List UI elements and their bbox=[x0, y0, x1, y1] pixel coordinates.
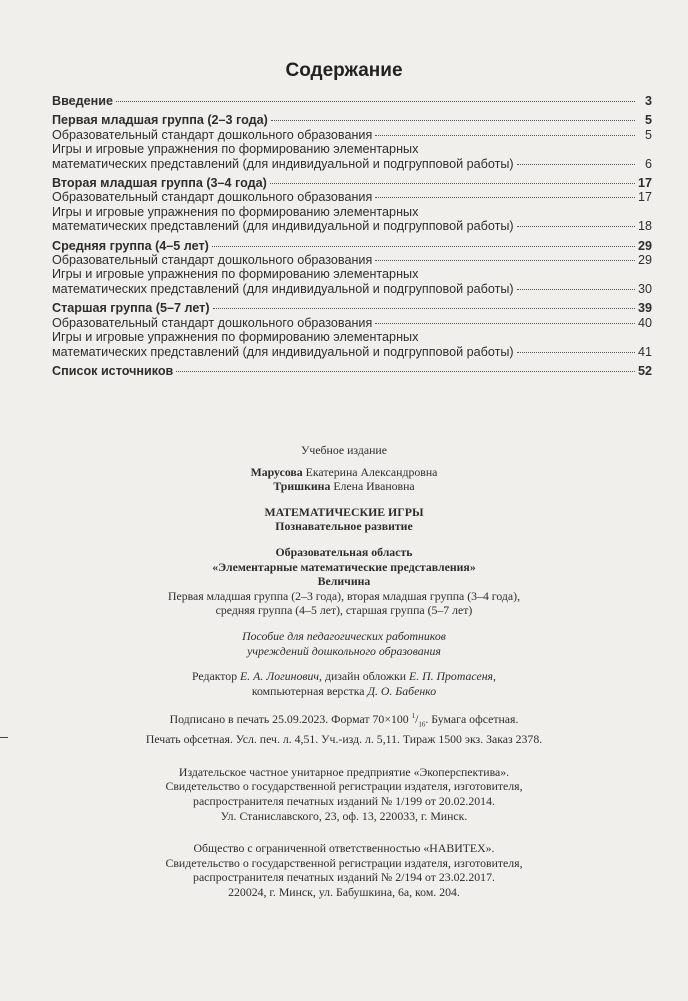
toc-entry-label-line1: Игры и игровые упражнения по формированию элементарных bbox=[52, 267, 419, 282]
dot-leader bbox=[270, 183, 635, 184]
toc-page-number: 5 bbox=[644, 127, 652, 142]
toc-entry-standard[interactable] bbox=[52, 253, 652, 267]
dot-leader bbox=[517, 226, 635, 227]
author-2-name: Елена Ивановна bbox=[330, 479, 415, 494]
toc-entry-label: Старшая группа (5–7 лет) bbox=[52, 301, 210, 316]
dot-leader bbox=[517, 289, 635, 290]
toc-title: Содержание bbox=[285, 60, 403, 81]
toc-entry-label: Образовательный стандарт дошкольного образования bbox=[52, 315, 373, 330]
print-line-2: Печать офсетная. Усл. печ. л. 4,51. Уч.-изд. л. 5,11. Тираж 1500 экз. Заказ 2378. bbox=[145, 732, 543, 747]
dot-leader bbox=[212, 246, 635, 247]
cover-designer-name: Е. П. Протасеня bbox=[408, 669, 494, 684]
toc-page-number: 5 bbox=[644, 113, 652, 128]
layout-prefix: компьютерная верстка bbox=[251, 683, 368, 698]
toc-page-number: 3 bbox=[644, 94, 652, 108]
toc-page-number: 29 bbox=[637, 238, 652, 253]
audience-line-2: учреждений дошкольного образования bbox=[247, 643, 441, 658]
print-line-1-a: Подписано в печать 25.09.2023. Формат 70×100 bbox=[169, 712, 412, 727]
publisher-1-line: Издательское частное унитарное предприятие «Экоперспектива». bbox=[178, 764, 510, 779]
toc-entry-label-line1: Игры и игровые упражнения по формированию элементарных bbox=[52, 204, 419, 219]
toc-entry-label: математических представлений (для индивидуальной и подгрупповой работы) bbox=[52, 219, 514, 234]
toc-entry-label-line1: Игры и игровые упражнения по формированию элементарных bbox=[52, 142, 419, 157]
toc-entry-middle-group[interactable] bbox=[52, 239, 652, 253]
toc-page-number: 30 bbox=[637, 281, 652, 296]
book-title: МАТЕМАТИЧЕСКИЕ ИГРЫ bbox=[264, 504, 424, 519]
toc-entry-label: математических представлений (для индивидуальной и подгрупповой работы) bbox=[52, 344, 514, 359]
dot-leader bbox=[517, 164, 635, 165]
toc-page-number: 40 bbox=[637, 315, 652, 330]
toc-entry-label: Образовательный стандарт дошкольного образования bbox=[52, 253, 373, 268]
toc-entry-sources[interactable] bbox=[52, 364, 652, 378]
dot-leader bbox=[375, 135, 635, 136]
publisher-2-line: распространителя печатных изданий № 2/194 от 23.02.2017. bbox=[193, 870, 495, 885]
toc-entry-senior-group[interactable] bbox=[52, 301, 652, 315]
author-1-name: Екатерина Александровна bbox=[302, 464, 438, 479]
groups-line-2: средняя группа (4–5 лет), старшая группа (5–7 лет) bbox=[215, 603, 473, 618]
layout-name: Д. О. Бабенко bbox=[367, 683, 437, 698]
toc-entry-label: Первая младшая группа (2–3 года) bbox=[52, 113, 268, 128]
author-2 bbox=[0, 479, 688, 494]
toc-entry-standard[interactable] bbox=[52, 128, 652, 142]
table-of-contents bbox=[52, 94, 652, 378]
author-1-surname: Марусова bbox=[250, 464, 303, 479]
publisher-1-line: распространителя печатных изданий № 1/199 от 20.02.2014. bbox=[193, 793, 495, 808]
book-subtitle: Познавательное развитие bbox=[275, 519, 413, 534]
toc-entry-games[interactable] bbox=[52, 157, 652, 171]
area-label: Образовательная область bbox=[275, 544, 413, 559]
toc-entry-label: Вторая младшая группа (3–4 года) bbox=[52, 176, 267, 191]
format-fraction-numerator: 1 bbox=[411, 712, 416, 721]
toc-entry-label: Введение bbox=[52, 94, 114, 108]
publisher-1-line: Ул. Станиславского, 23, оф. 13, 220033, г. Минск. bbox=[220, 808, 468, 823]
author-2-surname: Тришкина bbox=[273, 479, 331, 494]
dot-leader bbox=[375, 197, 635, 198]
edition-type: Учебное издание bbox=[301, 443, 387, 457]
publisher-2-line: Общество с ограниченной ответственностью «НАВИТЕХ». bbox=[193, 841, 495, 856]
toc-entry-label: Образовательный стандарт дошкольного образования bbox=[52, 190, 373, 205]
dot-leader bbox=[176, 371, 635, 372]
author-1 bbox=[0, 465, 688, 480]
toc-page-number: 18 bbox=[637, 219, 652, 234]
toc-entry-games[interactable] bbox=[52, 345, 652, 359]
dot-leader bbox=[271, 120, 635, 121]
dot-leader bbox=[375, 260, 635, 261]
toc-entry-introduction[interactable] bbox=[52, 94, 652, 108]
toc-entry-standard[interactable] bbox=[52, 190, 652, 204]
toc-page-number: 6 bbox=[644, 156, 652, 171]
cover-prefix: , дизайн обложки bbox=[319, 669, 409, 684]
toc-page-number: 39 bbox=[637, 301, 652, 316]
toc-page-number: 17 bbox=[637, 176, 652, 191]
area-name: «Элементарные математические представления» bbox=[212, 559, 476, 574]
toc-page-number: 17 bbox=[637, 190, 652, 205]
publisher-2-line: 220024, г. Минск, ул. Бабушкина, 6а, ком. 204. bbox=[228, 884, 460, 899]
toc-entry-label: математических представлений (для индивидуальной и подгрупповой работы) bbox=[52, 281, 514, 296]
toc-entry-label: Образовательный стандарт дошкольного образования bbox=[52, 127, 373, 142]
toc-entry-standard[interactable] bbox=[52, 316, 652, 330]
editor-line: Редактор Е. А. Логинович, дизайн обложки Е. П. Протасеня, bbox=[192, 669, 496, 684]
layout-line bbox=[0, 684, 688, 699]
format-fraction-denominator: 16 bbox=[418, 720, 426, 729]
toc-entry-second-junior-group[interactable] bbox=[52, 176, 652, 190]
publisher-2-line: Свидетельство о государственной регистрации издателя, изготовителя, bbox=[165, 855, 523, 870]
publisher-1-line: Свидетельство о государственной регистрации издателя, изготовителя, bbox=[165, 779, 523, 794]
dot-leader bbox=[116, 101, 635, 102]
toc-entry-games[interactable] bbox=[52, 219, 652, 233]
dot-leader bbox=[375, 323, 635, 324]
toc-entry-label-line1: Игры и игровые упражнения по формированию элементарных bbox=[52, 330, 419, 345]
dot-leader bbox=[213, 308, 635, 309]
audience-line-1: Пособие для педагогических работников bbox=[242, 628, 446, 643]
imprint-block bbox=[0, 443, 688, 900]
toc-page-number: 52 bbox=[637, 363, 652, 378]
print-line-1-b: . Бумага офсетная. bbox=[425, 712, 519, 727]
editor-name: Е. А. Логинович bbox=[240, 669, 320, 684]
editor-prefix: Редактор bbox=[192, 669, 241, 684]
toc-entry-label: математических представлений (для индивидуальной и подгрупповой работы) bbox=[52, 156, 514, 171]
toc-page-number: 29 bbox=[637, 253, 652, 268]
dot-leader bbox=[517, 352, 635, 353]
toc-entry-first-junior-group[interactable] bbox=[52, 113, 652, 127]
groups-line-1: Первая младшая группа (2–3 года), вторая младшая группа (3–4 года), bbox=[167, 588, 521, 603]
topic: Величина bbox=[317, 574, 371, 589]
toc-entry-label: Средняя группа (4–5 лет) bbox=[52, 238, 209, 253]
margin-mark bbox=[0, 737, 8, 738]
toc-entry-label: Список источников bbox=[52, 363, 174, 378]
toc-entry-games[interactable] bbox=[52, 282, 652, 296]
print-line-1: Подписано в печать 25.09.2023. Формат 70×100 $^1/_{16}$. Бумага офсетная. bbox=[169, 712, 519, 729]
toc-page-number: 41 bbox=[637, 344, 652, 359]
